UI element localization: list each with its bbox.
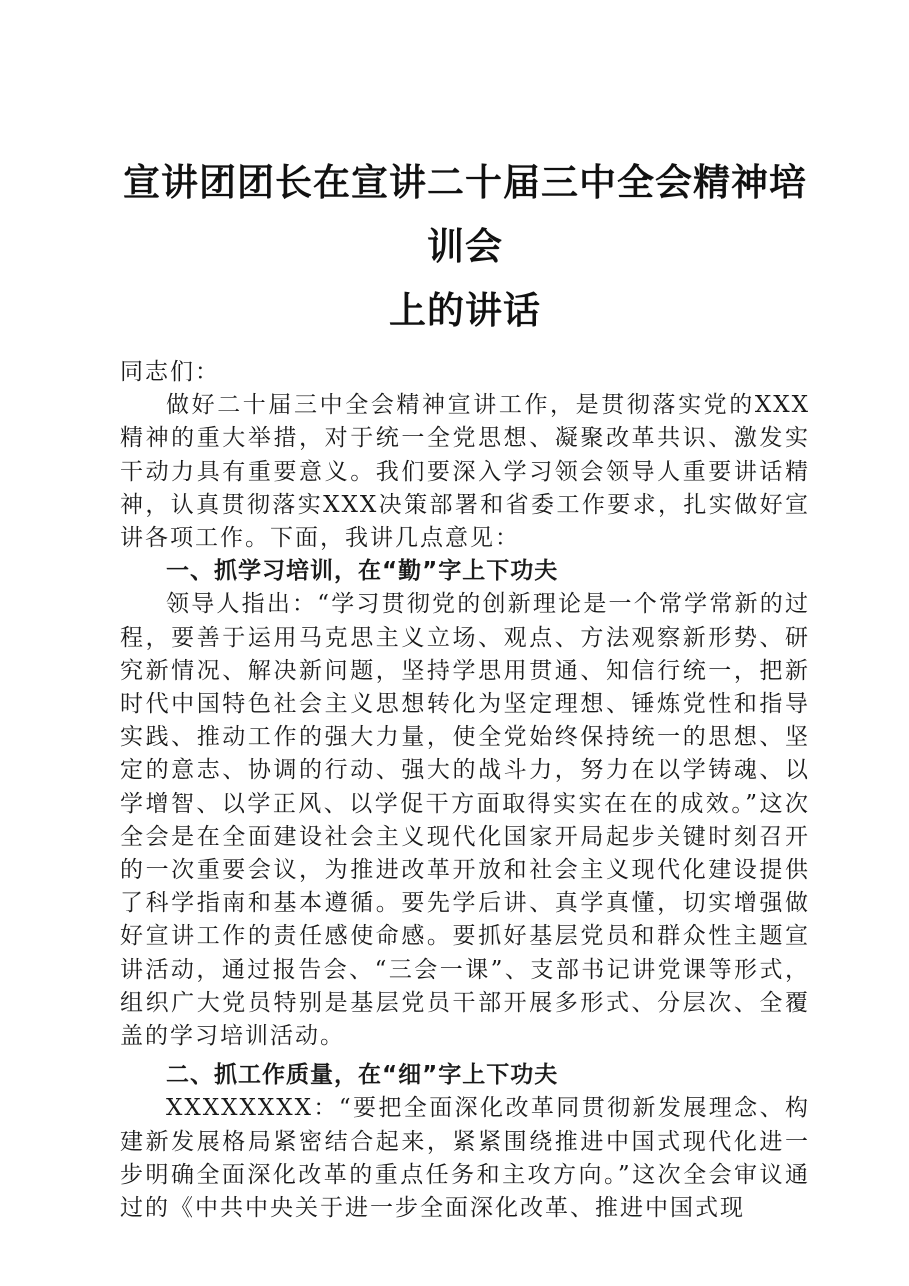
salutation: 同志们： (120, 359, 220, 385)
document-page (120, 150, 810, 1225)
section-body-2: XXXXXXXX：“要把全面深化改革同贯彻新发展理念、构建新发展格局紧密结合起来，紧紧围绕推进中国式现代化进一步明确全面深化改革的重点任务和主攻方向。”这次全会审议通过的《中共中央关于进一步全面深化改革、推进中国式现 (120, 1095, 810, 1222)
section-heading-1: 一、抓学习培训，在“勤”字上下功夫 (166, 558, 559, 585)
title-line-2: 上的讲话 (389, 288, 541, 332)
section-body-1: 领导人指出：“学习贯彻党的创新理论是一个常学常新的过程，要善于运用马克思主义立场、观点、方法观察新形势、研究新情况、解决新问题，坚持学思用贯通、知信行统一，把新时代中国特色社会主义思想转化为坚定理想、锤炼党性和指导实践、推动工作的强大力量，使全党始终保持统一的思想、坚定的意志、协调的行动、强大的战斗力，努力在以学铸魂、以学增智、以学正风、以学促干方面取得实实在在的成效。”这次全会是在全面建设社会主义现代化国家开局起步关键时刻召开的一次重要会议，为推进改革开放和社会主义现代化建设提供了科学指南和基本遵循。要先学后讲、真学真懂，切实增强做好宣讲工作的责任感使命感。要抓好基层党员和群众性主题宣讲活动，通过报告会、“三会一课”、支部书记讲党课等形式，组织广大党员特别是基层党员干部开展多形式、分层次、全覆盖的学习培训活动。 (120, 591, 810, 1050)
document-body (120, 356, 810, 1225)
intro-paragraph: 做好二十届三中全会精神宣讲工作，是贯彻落实党的XXX精神的重大举措，对于统一全党思想、凝聚改革共识、激发实干动力具有重要意义。我们要深入学习领会领导人重要讲话精神，认真贯彻落实XXX决策部署和省委工作要求，扎实做好宣讲各项工作。下面，我讲几点意见： (120, 392, 810, 552)
title-line-1: 宣讲团团长在宣讲二十届三中全会精神培训会 (123, 160, 807, 268)
section-heading-2: 二、抓工作质量，在“细”字上下功夫 (166, 1062, 559, 1089)
document-title (120, 150, 810, 342)
